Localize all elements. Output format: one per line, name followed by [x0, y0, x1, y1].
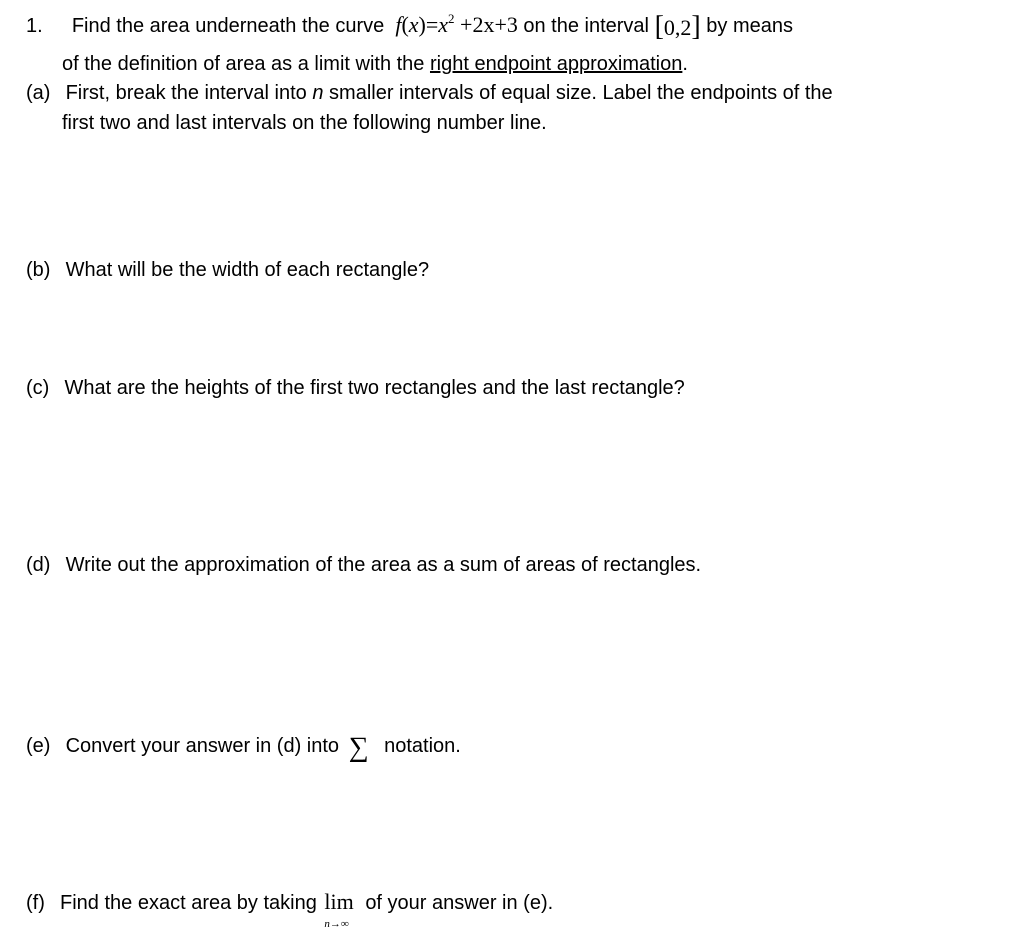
part-c-question: What are the heights of the first two rectangles and the last rectangle?	[64, 377, 685, 399]
right-endpoint-term: right endpoint approximation	[429, 53, 683, 75]
part-a-label: (a)	[26, 82, 51, 104]
limit-operator: lim n→∞	[324, 890, 353, 914]
part-d	[26, 553, 701, 577]
part-b	[26, 258, 429, 282]
part-f-label: (f)	[26, 892, 45, 914]
part-b-label: (b)	[26, 259, 51, 281]
function-expression: $f(x)=x^2 +2x+3$	[395, 11, 518, 37]
part-a-line-2: first two and last intervals on the following number line.	[62, 112, 547, 134]
problem-intro-b: on the interval	[523, 15, 649, 37]
problem-line-1	[26, 13, 793, 40]
part-c-label: (c)	[26, 377, 50, 399]
part-d-question: Write out the approximation of the area as a sum of areas of rectangles.	[65, 554, 702, 576]
limit-subscript: n→∞	[324, 918, 349, 930]
part-b-question: What will be the width of each rectangle?	[65, 259, 430, 281]
problem-intro-a: Find the area underneath the curve	[71, 15, 385, 37]
part-d-label: (d)	[26, 554, 51, 576]
part-f: (f) Find the exact area by taking lim n→∞ of your answer in (e).	[26, 890, 553, 915]
part-e-label: (e)	[26, 735, 51, 757]
part-c	[26, 376, 685, 400]
problem-line-2: of the definition of area as a limit with the right endpoint approximation.	[62, 53, 688, 75]
problem-line2-text: of the definition of area as a limit with the	[62, 53, 425, 75]
problem-intro-c: by means	[706, 15, 793, 37]
interval-expression: [0,2]	[654, 11, 701, 42]
part-a-line-1: (a) First, break the interval into n smaller intervals of equal size. Label the endpoints of the	[26, 82, 833, 104]
part-e: (e) Convert your answer in (d) into ∑ notation.	[26, 732, 461, 763]
problem-number: 1.	[26, 15, 43, 37]
sigma-symbol: ∑	[348, 732, 369, 763]
variable-n: n	[312, 82, 324, 104]
